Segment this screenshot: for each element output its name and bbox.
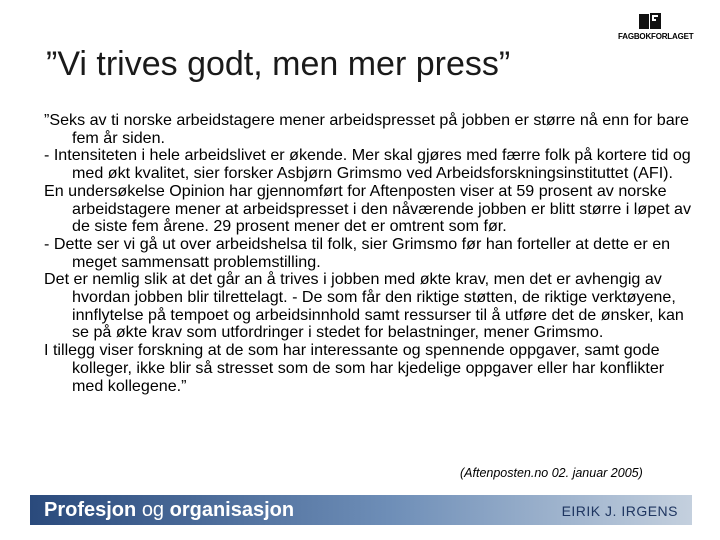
paragraph: - Dette ser vi gå ut over arbeidshelsa til folk, sier Grimsmo før han forteller at dette er en meget sammensatt problemstilling. (44, 234, 671, 271)
course-title-word: og (141, 499, 165, 521)
paragraph: Det er nemlig slik at det går an å trives i jobben med økte krav, men det er avhengig av hvordan jobben blir tilrettelagt. - De som får den riktige støtten, de riktige verktøyene, innflytelse på tempoet og arbeidsinnhold samt ressurser til å utføre det de ønsker, kan se på økte krav som utfordringer i stedet for belastninger, mener Grimsmo. (44, 270, 684, 342)
paragraph: I tillegg viser forskning at de som har interessante og spennende oppgaver, samt gode kolleger, ikke blir så stresset som de som har kjedelige oppgaver eller har konflikter med kollegene.” (44, 341, 665, 395)
course-title-word: organisasjon (169, 499, 295, 521)
publisher-logo (618, 12, 694, 46)
source-citation: (Aftenposten.no 02. januar 2005) (460, 466, 643, 480)
paragraph: ”Seks av ti norske arbeidstagere mener arbeidspresset på jobben er større nå enn for bare fem år siden. (44, 111, 689, 147)
logo-text: FAGBOKFORLAGET (618, 32, 694, 41)
author-name: EIRIK J. IRGENS (561, 503, 678, 519)
quote-body (44, 112, 694, 395)
slide-title: ”Vi trives godt, men mer press” (46, 45, 511, 83)
paragraph: En undersøkelse Opinion har gjennomført for Aftenposten viser at 59 prosent av norske arbeidstagere mener at arbeidspresset i den nåværende jobben er blitt større i løpet av de siste fem årene. 29 prosent mener det er omtrent som før. (44, 181, 692, 236)
footer-band (30, 495, 692, 525)
paragraph: - Intensiteten i hele arbeidslivet er økende. Mer skal gjøres med færre folk på kortere tid og med økt kvalitet, sier forsker Asbjørn Grimsmo ved Arbeidsforskningsinstituttet (AFI). (44, 146, 691, 183)
course-title (44, 499, 294, 521)
course-title-word: Profesjon (44, 499, 137, 521)
book-logo-icon (638, 12, 662, 30)
